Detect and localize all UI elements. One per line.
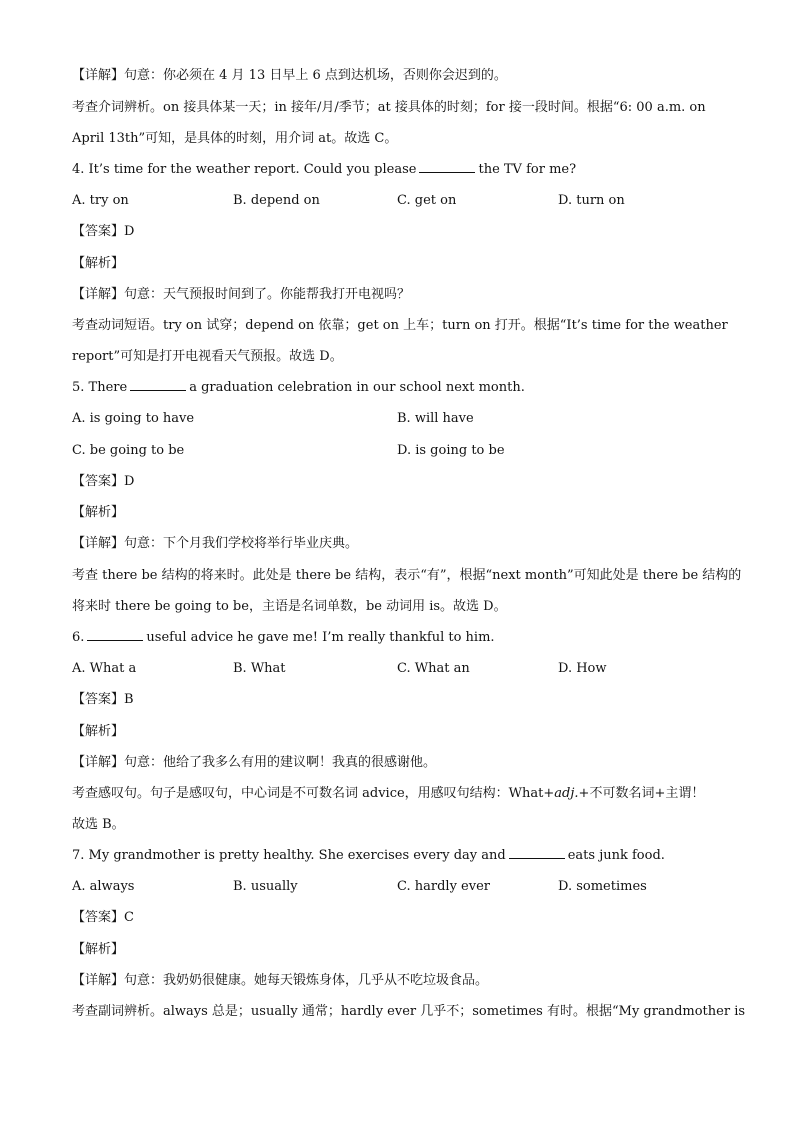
- q4-analysis-tag: 【解析】: [72, 256, 125, 271]
- q4-answer-value: D: [124, 224, 135, 239]
- q7-analysis-tag: 【解析】: [72, 942, 125, 957]
- q5-explain-text: 句意：下个月我们学校将举行毕业庆典。: [124, 536, 359, 551]
- q7-blank: [509, 846, 565, 859]
- q5-blank: [130, 378, 186, 391]
- q3-explain-line-3: April 13th”可知，是具体的时刻，用介词 at。故选 C。: [72, 131, 398, 146]
- answer-tag: 【答案】: [72, 224, 125, 239]
- q6-option-b: B. What: [233, 661, 286, 676]
- q7-option-a: A. always: [72, 879, 135, 894]
- q4-answer: [72, 222, 134, 242]
- q5-analysis-tag: 【解析】: [72, 505, 125, 520]
- q6-explain-line-1: [72, 753, 436, 773]
- explain-tag: 【详解】: [72, 68, 125, 83]
- q7-explain-text: 句意：我奶奶很健康。她每天锻炼身体，几乎从不吃垃圾食品。: [124, 973, 489, 988]
- explain-tag: 【详解】: [72, 536, 125, 551]
- q6-explain-line-2: [72, 784, 704, 804]
- answer-tag: 【答案】: [72, 474, 125, 489]
- q4-stem: [72, 160, 576, 180]
- q4-blank: [419, 160, 475, 173]
- q6-analysis-tag: 【解析】: [72, 724, 125, 739]
- q7-answer-value: C: [124, 910, 134, 925]
- q6-explain-part-b: +不可数名词+主谓！: [578, 786, 705, 801]
- q6-stem-part-a: 6.: [72, 630, 85, 645]
- q3-explain-text: 句意：你必须在 4 月 13 日早上 6 点到达机场，否则你会迟到的。: [124, 68, 507, 83]
- q4-explain-line-1: [72, 285, 410, 305]
- q4-option-a: A. try on: [72, 193, 129, 208]
- q7-option-c: C. hardly ever: [397, 879, 490, 894]
- q5-explain-line-2: 考查 there be 结构的将来时。此处是 there be 结构，表示“有”，根据“next month”可知此处是 there be 结构的: [72, 568, 742, 583]
- q4-option-c: C. get on: [397, 193, 457, 208]
- q5-answer: [72, 472, 134, 492]
- q4-option-b: B. depend on: [233, 193, 320, 208]
- q6-stem-part-b: useful advice he gave me! I’m really thankful to him.: [146, 630, 495, 645]
- q4-stem-part-a: 4. It’s time for the weather report. Could you please: [72, 162, 417, 177]
- q6-stem: [72, 628, 495, 648]
- q7-option-d: D. sometimes: [558, 879, 647, 894]
- q5-explain-line-1: [72, 534, 358, 554]
- q5-option-a: A. is going to have: [72, 411, 195, 426]
- explain-tag: 【详解】: [72, 755, 125, 770]
- q7-stem: [72, 846, 665, 866]
- q6-blank: [87, 628, 143, 641]
- q7-stem-part-a: 7. My grandmother is pretty healthy. She exercises every day and: [72, 848, 506, 863]
- q4-explain-line-2: 考查动词短语。try on 试穿；depend on 依靠；get on 上车；turn on 打开。根据“It’s time for the weather: [72, 318, 728, 333]
- explain-tag: 【详解】: [72, 287, 125, 302]
- q7-explain-line-2: 考查副词辨析。always 总是；usually 通常；hardly ever 几乎不；sometimes 有时。根据“My grandmother is: [72, 1004, 746, 1019]
- q4-stem-part-b: the TV for me?: [478, 162, 577, 177]
- q4-option-d: D. turn on: [558, 193, 625, 208]
- q5-stem-part-b: a graduation celebration in our school next month.: [189, 380, 525, 395]
- answer-tag: 【答案】: [72, 910, 125, 925]
- q6-explain-part-a: 考查感叹句。句子是感叹句，中心词是不可数名词 advice，用感叹句结构：What+: [72, 786, 555, 801]
- q6-option-d: D. How: [558, 661, 607, 676]
- q5-option-b: B. will have: [397, 411, 474, 426]
- q7-option-b: B. usually: [233, 879, 298, 894]
- q5-option-c: C. be going to be: [72, 443, 185, 458]
- q6-explain-line-3: 故选 B。: [72, 817, 125, 832]
- q6-answer: [72, 690, 134, 710]
- q6-answer-value: B: [124, 692, 134, 707]
- q6-explain-text: 句意：他给了我多么有用的建议啊！我真的很感谢他。: [124, 755, 437, 770]
- q5-option-d: D. is going to be: [397, 443, 505, 458]
- q6-option-a: A. What a: [72, 661, 137, 676]
- answer-tag: 【答案】: [72, 692, 125, 707]
- q5-stem-part-a: 5. There: [72, 380, 128, 395]
- q5-explain-line-3: 将来时 there be going to be，主语是名词单数，be 动词用 is。故选 D。: [72, 599, 507, 614]
- q5-stem: [72, 378, 525, 398]
- q7-stem-part-b: eats junk food.: [567, 848, 665, 863]
- explain-tag: 【详解】: [72, 973, 125, 988]
- q3-explain-line-2: 考查介词辨析。on 接具体某一天；in 接年/月/季节；at 接具体的时刻；for 接一段时间。根据“6: 00 a.m. on: [72, 100, 706, 115]
- q3-explain-line: [72, 66, 507, 86]
- q5-answer-value: D: [124, 474, 135, 489]
- q6-option-c: C. What an: [397, 661, 470, 676]
- q4-explain-text: 句意：天气预报时间到了。你能帮我打开电视吗？: [124, 287, 411, 302]
- q6-explain-italic: adj.: [554, 786, 579, 801]
- q4-explain-line-3: report”可知是打开电视看天气预报。故选 D。: [72, 349, 343, 364]
- q7-answer: [72, 908, 134, 928]
- q7-explain-line-1: [72, 971, 488, 991]
